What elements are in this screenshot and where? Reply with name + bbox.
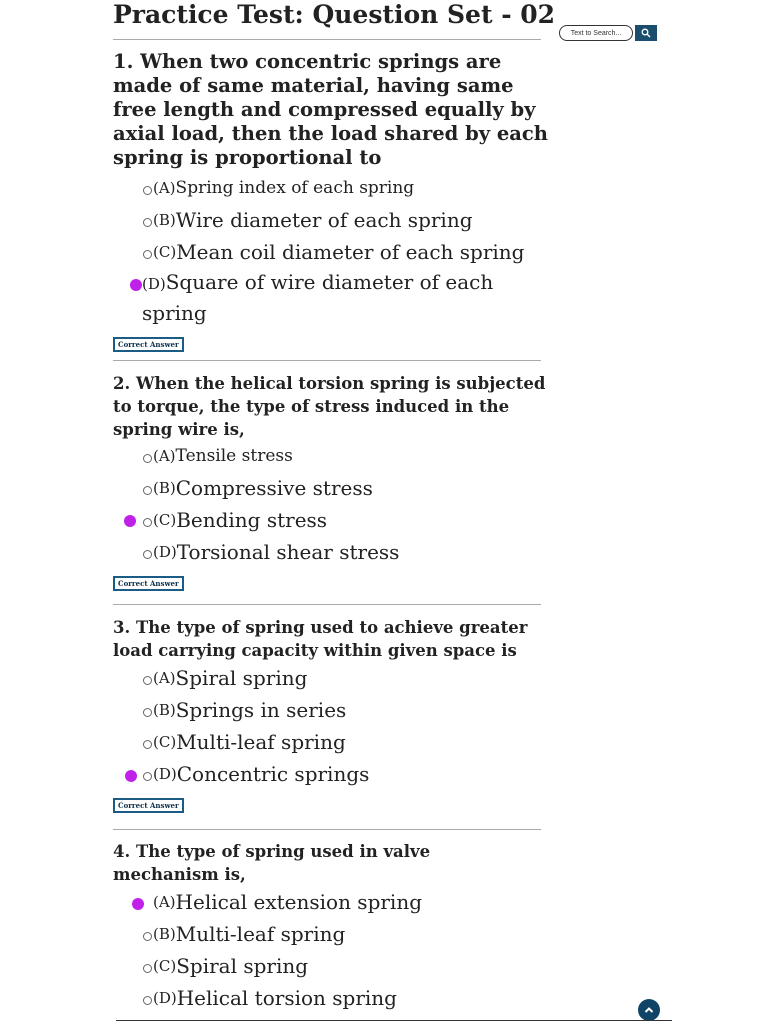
option-a[interactable] <box>113 440 553 472</box>
option-letter: (C) <box>153 511 177 529</box>
radio-button[interactable] <box>143 996 152 1005</box>
option-label: Multi-leaf spring <box>176 730 346 754</box>
option-label: Tensile stress <box>175 446 293 466</box>
question-text: 4. The type of spring used in valve mechanism is, <box>113 842 431 884</box>
option-label: Spiral spring <box>175 666 308 690</box>
option-label: Bending stress <box>176 508 328 532</box>
radio-button[interactable] <box>143 454 152 463</box>
page-title: Practice Test: Question Set - 02 <box>113 0 556 29</box>
question-4 <box>113 840 553 1014</box>
correct-answer-button[interactable]: Correct Answer <box>113 337 184 352</box>
correct-answer-button[interactable]: Correct Answer <box>113 798 184 813</box>
option-label: Mean coil diameter of each spring <box>176 240 525 264</box>
option-b[interactable] <box>113 918 553 950</box>
option-letter: (D) <box>153 543 177 561</box>
option-letter: (D) <box>153 765 177 783</box>
question-text: 3. The type of spring used to achieve greater load carrying capacity within given space is <box>113 618 528 660</box>
radio-button[interactable] <box>143 486 152 495</box>
option-letter: (B) <box>153 479 176 497</box>
scroll-to-top-icon <box>644 1006 654 1014</box>
search-button[interactable] <box>635 25 657 41</box>
option-label: Helical torsion spring <box>176 986 397 1010</box>
option-letter: (D) <box>153 989 177 1007</box>
option-label: Spiral spring <box>176 954 309 978</box>
question-2 <box>113 372 553 591</box>
option-letter: (C) <box>153 733 177 751</box>
scroll-to-top-button[interactable] <box>638 999 660 1021</box>
radio-button[interactable] <box>143 250 152 259</box>
selected-indicator <box>125 770 137 782</box>
bottom-divider <box>116 1020 672 1021</box>
option-d[interactable] <box>113 268 532 329</box>
option-letter: (D) <box>142 275 166 293</box>
option-label: Spring index of each spring <box>175 178 415 198</box>
option-label: Multi-leaf spring <box>175 922 346 946</box>
radio-button[interactable] <box>143 186 152 195</box>
option-label: Square of wire diameter of each spring <box>142 270 494 325</box>
option-d[interactable] <box>113 982 553 1014</box>
search-bar <box>559 25 657 41</box>
option-c[interactable] <box>113 726 553 758</box>
radio-button[interactable] <box>143 518 152 527</box>
correct-answer-button[interactable]: Correct Answer <box>113 576 184 591</box>
divider <box>113 39 541 40</box>
option-letter: (A) <box>153 669 176 687</box>
question-text: 2. When the helical torsion spring is subjected to torque, the type of stress induced in the spring wire is, <box>113 374 546 439</box>
radio-button[interactable] <box>143 772 152 781</box>
question-1 <box>113 50 553 352</box>
option-d[interactable] <box>113 536 553 568</box>
option-label: Concentric springs <box>176 762 370 786</box>
option-letter: (A) <box>153 179 176 197</box>
radio-button[interactable] <box>143 740 152 749</box>
radio-button[interactable] <box>143 932 152 941</box>
divider <box>113 604 541 605</box>
option-letter: (A) <box>153 893 176 911</box>
question-3 <box>113 616 553 813</box>
radio-button[interactable] <box>143 964 152 973</box>
option-letter: (B) <box>153 211 176 229</box>
search-icon <box>641 28 651 38</box>
option-label: Torsional shear stress <box>176 540 400 564</box>
option-b[interactable] <box>113 472 553 504</box>
selected-indicator <box>132 898 144 910</box>
radio-button[interactable] <box>143 708 152 717</box>
option-letter: (C) <box>153 243 177 261</box>
search-input[interactable]: Text to Search... <box>559 25 633 41</box>
option-a[interactable] <box>113 172 553 204</box>
option-letter: (A) <box>153 447 176 465</box>
option-d[interactable] <box>113 758 553 790</box>
divider <box>113 360 541 361</box>
radio-button[interactable] <box>143 676 152 685</box>
option-c[interactable] <box>113 504 553 536</box>
option-label: Wire diameter of each spring <box>175 208 473 232</box>
option-label: Helical extension spring <box>175 890 423 914</box>
option-c[interactable] <box>113 950 553 982</box>
radio-button[interactable] <box>143 550 152 559</box>
option-label: Compressive stress <box>175 476 373 500</box>
option-a[interactable] <box>113 662 553 694</box>
option-b[interactable] <box>113 204 553 236</box>
option-letter: (B) <box>153 925 176 943</box>
option-letter: (C) <box>153 957 177 975</box>
option-c[interactable] <box>113 236 553 268</box>
selected-indicator <box>124 515 136 527</box>
option-b[interactable] <box>113 694 553 726</box>
option-label: Springs in series <box>175 698 347 722</box>
radio-button[interactable] <box>143 218 152 227</box>
option-letter: (B) <box>153 701 176 719</box>
option-a[interactable] <box>113 886 553 918</box>
question-text: 1. When two concentric springs are made of same material, having same free length and compressed equally by axial load, then the load shared by each spring is proportional to <box>113 50 548 169</box>
divider <box>113 829 541 830</box>
selected-indicator <box>130 279 142 291</box>
